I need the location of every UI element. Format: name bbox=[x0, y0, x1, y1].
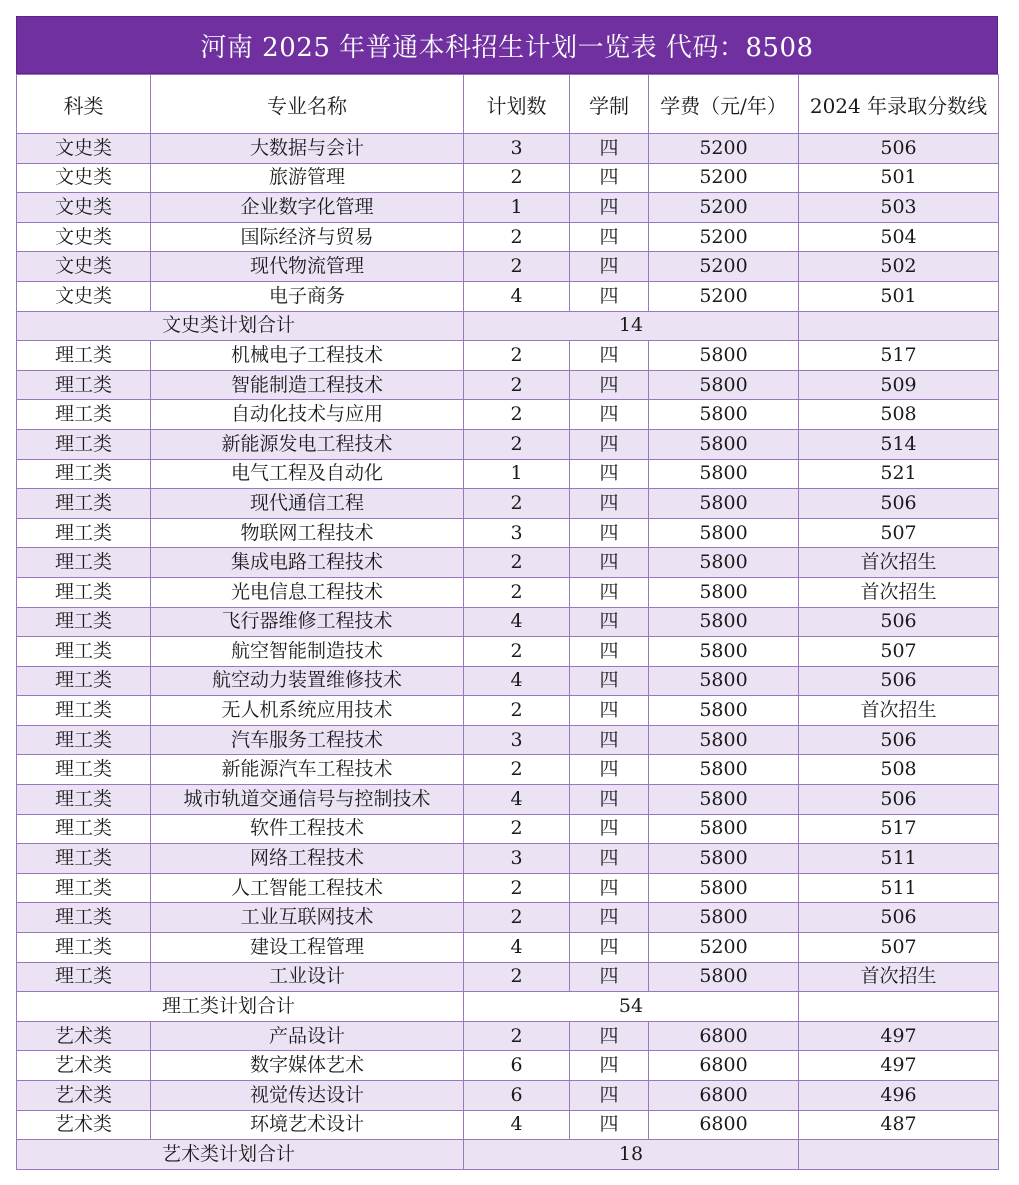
score-cell: 首次招生 bbox=[799, 577, 999, 607]
table-row bbox=[17, 844, 999, 874]
table-row bbox=[17, 903, 999, 933]
score-cell: 487 bbox=[799, 1110, 999, 1140]
duration-cell: 四 bbox=[570, 903, 649, 933]
category-cell: 理工类 bbox=[17, 903, 151, 933]
plan-count-cell: 1 bbox=[464, 459, 570, 489]
category-cell: 理工类 bbox=[17, 755, 151, 785]
major-cell: 电子商务 bbox=[151, 281, 464, 311]
plan-count-cell: 2 bbox=[464, 903, 570, 933]
plan-count-cell: 2 bbox=[464, 429, 570, 459]
category-cell: 理工类 bbox=[17, 429, 151, 459]
duration-cell: 四 bbox=[570, 281, 649, 311]
table-row bbox=[17, 429, 999, 459]
plan-count-cell: 4 bbox=[464, 1110, 570, 1140]
duration-cell: 四 bbox=[570, 814, 649, 844]
duration-cell: 四 bbox=[570, 1051, 649, 1081]
score-cell: 521 bbox=[799, 459, 999, 489]
category-cell: 文史类 bbox=[17, 163, 151, 193]
major-cell: 无人机系统应用技术 bbox=[151, 696, 464, 726]
duration-cell: 四 bbox=[570, 755, 649, 785]
subtotal-count: 14 bbox=[464, 311, 799, 341]
duration-cell: 四 bbox=[570, 489, 649, 519]
plan-count-cell: 2 bbox=[464, 873, 570, 903]
tuition-cell: 5800 bbox=[649, 814, 799, 844]
subtotal-row bbox=[17, 1140, 999, 1170]
major-cell: 机械电子工程技术 bbox=[151, 341, 464, 371]
tuition-cell: 5800 bbox=[649, 341, 799, 371]
table-row bbox=[17, 341, 999, 371]
category-cell: 理工类 bbox=[17, 962, 151, 992]
duration-cell: 四 bbox=[570, 1110, 649, 1140]
category-cell: 理工类 bbox=[17, 814, 151, 844]
major-cell: 航空智能制造技术 bbox=[151, 637, 464, 667]
sheet-title: 河南 2025 年普通本科招生计划一览表 代码：8508 bbox=[16, 16, 998, 74]
table-row bbox=[17, 696, 999, 726]
score-cell: 501 bbox=[799, 281, 999, 311]
score-cell: 506 bbox=[799, 134, 999, 164]
major-cell: 集成电路工程技术 bbox=[151, 548, 464, 578]
plan-count-cell: 2 bbox=[464, 962, 570, 992]
duration-cell: 四 bbox=[570, 518, 649, 548]
tuition-cell: 5800 bbox=[649, 637, 799, 667]
duration-cell: 四 bbox=[570, 1081, 649, 1111]
score-cell: 首次招生 bbox=[799, 548, 999, 578]
table-body bbox=[17, 134, 999, 1170]
table-row bbox=[17, 518, 999, 548]
score-cell: 514 bbox=[799, 429, 999, 459]
category-cell: 理工类 bbox=[17, 785, 151, 815]
major-cell: 飞行器维修工程技术 bbox=[151, 607, 464, 637]
tuition-cell: 5200 bbox=[649, 222, 799, 252]
plan-count-cell: 2 bbox=[464, 341, 570, 371]
plan-count-cell: 2 bbox=[464, 1021, 570, 1051]
duration-cell: 四 bbox=[570, 607, 649, 637]
category-cell: 艺术类 bbox=[17, 1021, 151, 1051]
score-cell: 497 bbox=[799, 1021, 999, 1051]
table-row bbox=[17, 873, 999, 903]
duration-cell: 四 bbox=[570, 637, 649, 667]
table-row bbox=[17, 1081, 999, 1111]
tuition-cell: 5800 bbox=[649, 873, 799, 903]
duration-cell: 四 bbox=[570, 962, 649, 992]
category-cell: 理工类 bbox=[17, 577, 151, 607]
score-cell: 506 bbox=[799, 607, 999, 637]
subtotal-empty-cell bbox=[799, 992, 999, 1022]
tuition-cell: 5800 bbox=[649, 844, 799, 874]
plan-count-cell: 2 bbox=[464, 577, 570, 607]
table-row bbox=[17, 933, 999, 963]
table-row bbox=[17, 1110, 999, 1140]
duration-cell: 四 bbox=[570, 134, 649, 164]
tuition-cell: 6800 bbox=[649, 1021, 799, 1051]
table-row bbox=[17, 370, 999, 400]
score-cell: 首次招生 bbox=[799, 696, 999, 726]
score-cell: 496 bbox=[799, 1081, 999, 1111]
duration-cell: 四 bbox=[570, 163, 649, 193]
plan-count-cell: 1 bbox=[464, 193, 570, 223]
score-cell: 503 bbox=[799, 193, 999, 223]
duration-cell: 四 bbox=[570, 844, 649, 874]
duration-cell: 四 bbox=[570, 252, 649, 282]
table-row bbox=[17, 252, 999, 282]
table-row bbox=[17, 1021, 999, 1051]
category-cell: 文史类 bbox=[17, 281, 151, 311]
table-row bbox=[17, 607, 999, 637]
subtotal-empty-cell bbox=[799, 311, 999, 341]
plan-count-cell: 2 bbox=[464, 400, 570, 430]
enrollment-plan-sheet bbox=[16, 16, 998, 1170]
duration-cell: 四 bbox=[570, 785, 649, 815]
tuition-cell: 5800 bbox=[649, 518, 799, 548]
subtotal-label: 文史类计划合计 bbox=[17, 311, 464, 341]
tuition-cell: 5200 bbox=[649, 134, 799, 164]
score-cell: 首次招生 bbox=[799, 962, 999, 992]
major-cell: 新能源发电工程技术 bbox=[151, 429, 464, 459]
tuition-cell: 5800 bbox=[649, 548, 799, 578]
tuition-cell: 5800 bbox=[649, 725, 799, 755]
subtotal-label: 艺术类计划合计 bbox=[17, 1140, 464, 1170]
major-cell: 大数据与会计 bbox=[151, 134, 464, 164]
table-row bbox=[17, 666, 999, 696]
table-row bbox=[17, 548, 999, 578]
tuition-cell: 5800 bbox=[649, 429, 799, 459]
category-cell: 理工类 bbox=[17, 548, 151, 578]
plan-count-cell: 4 bbox=[464, 281, 570, 311]
major-cell: 智能制造工程技术 bbox=[151, 370, 464, 400]
enrollment-table bbox=[16, 74, 999, 1170]
major-cell: 产品设计 bbox=[151, 1021, 464, 1051]
category-cell: 理工类 bbox=[17, 696, 151, 726]
category-cell: 理工类 bbox=[17, 933, 151, 963]
table-row bbox=[17, 489, 999, 519]
plan-count-cell: 6 bbox=[464, 1081, 570, 1111]
score-cell: 507 bbox=[799, 518, 999, 548]
major-cell: 网络工程技术 bbox=[151, 844, 464, 874]
header-major: 专业名称 bbox=[151, 75, 464, 134]
duration-cell: 四 bbox=[570, 341, 649, 371]
plan-count-cell: 2 bbox=[464, 163, 570, 193]
category-cell: 理工类 bbox=[17, 370, 151, 400]
category-cell: 艺术类 bbox=[17, 1051, 151, 1081]
category-cell: 理工类 bbox=[17, 637, 151, 667]
subtotal-count: 54 bbox=[464, 992, 799, 1022]
plan-count-cell: 4 bbox=[464, 785, 570, 815]
major-cell: 新能源汽车工程技术 bbox=[151, 755, 464, 785]
category-cell: 理工类 bbox=[17, 725, 151, 755]
score-cell: 506 bbox=[799, 666, 999, 696]
major-cell: 建设工程管理 bbox=[151, 933, 464, 963]
header-row bbox=[17, 75, 999, 134]
major-cell: 光电信息工程技术 bbox=[151, 577, 464, 607]
score-cell: 506 bbox=[799, 903, 999, 933]
score-cell: 507 bbox=[799, 637, 999, 667]
tuition-cell: 5800 bbox=[649, 607, 799, 637]
tuition-cell: 5200 bbox=[649, 252, 799, 282]
table-row bbox=[17, 962, 999, 992]
major-cell: 现代物流管理 bbox=[151, 252, 464, 282]
header-plan-count: 计划数 bbox=[464, 75, 570, 134]
tuition-cell: 5200 bbox=[649, 933, 799, 963]
major-cell: 人工智能工程技术 bbox=[151, 873, 464, 903]
major-cell: 航空动力装置维修技术 bbox=[151, 666, 464, 696]
category-cell: 理工类 bbox=[17, 400, 151, 430]
plan-count-cell: 2 bbox=[464, 548, 570, 578]
category-cell: 文史类 bbox=[17, 134, 151, 164]
duration-cell: 四 bbox=[570, 873, 649, 903]
category-cell: 文史类 bbox=[17, 222, 151, 252]
duration-cell: 四 bbox=[570, 459, 649, 489]
tuition-cell: 5800 bbox=[649, 489, 799, 519]
table-row bbox=[17, 755, 999, 785]
tuition-cell: 5200 bbox=[649, 281, 799, 311]
major-cell: 城市轨道交通信号与控制技术 bbox=[151, 785, 464, 815]
score-cell: 509 bbox=[799, 370, 999, 400]
tuition-cell: 5800 bbox=[649, 755, 799, 785]
tuition-cell: 5800 bbox=[649, 400, 799, 430]
score-cell: 517 bbox=[799, 341, 999, 371]
tuition-cell: 5800 bbox=[649, 666, 799, 696]
category-cell: 理工类 bbox=[17, 518, 151, 548]
duration-cell: 四 bbox=[570, 725, 649, 755]
major-cell: 物联网工程技术 bbox=[151, 518, 464, 548]
tuition-cell: 5800 bbox=[649, 903, 799, 933]
tuition-cell: 5800 bbox=[649, 696, 799, 726]
duration-cell: 四 bbox=[570, 1021, 649, 1051]
tuition-cell: 5800 bbox=[649, 962, 799, 992]
plan-count-cell: 2 bbox=[464, 814, 570, 844]
tuition-cell: 6800 bbox=[649, 1081, 799, 1111]
major-cell: 电气工程及自动化 bbox=[151, 459, 464, 489]
category-cell: 理工类 bbox=[17, 873, 151, 903]
tuition-cell: 6800 bbox=[649, 1051, 799, 1081]
table-row bbox=[17, 1051, 999, 1081]
duration-cell: 四 bbox=[570, 933, 649, 963]
table-row bbox=[17, 637, 999, 667]
table-row bbox=[17, 281, 999, 311]
score-cell: 506 bbox=[799, 725, 999, 755]
duration-cell: 四 bbox=[570, 193, 649, 223]
plan-count-cell: 4 bbox=[464, 933, 570, 963]
header-2024-score: 2024 年录取分数线 bbox=[799, 75, 999, 134]
category-cell: 理工类 bbox=[17, 607, 151, 637]
plan-count-cell: 3 bbox=[464, 518, 570, 548]
plan-count-cell: 2 bbox=[464, 222, 570, 252]
category-cell: 理工类 bbox=[17, 844, 151, 874]
plan-count-cell: 2 bbox=[464, 252, 570, 282]
score-cell: 506 bbox=[799, 785, 999, 815]
duration-cell: 四 bbox=[570, 222, 649, 252]
table-row bbox=[17, 193, 999, 223]
table-row bbox=[17, 785, 999, 815]
duration-cell: 四 bbox=[570, 429, 649, 459]
table-row bbox=[17, 577, 999, 607]
tuition-cell: 5800 bbox=[649, 370, 799, 400]
tuition-cell: 5800 bbox=[649, 577, 799, 607]
tuition-cell: 5800 bbox=[649, 785, 799, 815]
plan-count-cell: 2 bbox=[464, 696, 570, 726]
duration-cell: 四 bbox=[570, 577, 649, 607]
major-cell: 软件工程技术 bbox=[151, 814, 464, 844]
header-category: 科类 bbox=[17, 75, 151, 134]
major-cell: 视觉传达设计 bbox=[151, 1081, 464, 1111]
table-row bbox=[17, 400, 999, 430]
plan-count-cell: 6 bbox=[464, 1051, 570, 1081]
major-cell: 现代通信工程 bbox=[151, 489, 464, 519]
header-duration: 学制 bbox=[570, 75, 649, 134]
major-cell: 工业设计 bbox=[151, 962, 464, 992]
major-cell: 旅游管理 bbox=[151, 163, 464, 193]
major-cell: 环境艺术设计 bbox=[151, 1110, 464, 1140]
duration-cell: 四 bbox=[570, 370, 649, 400]
major-cell: 国际经济与贸易 bbox=[151, 222, 464, 252]
score-cell: 508 bbox=[799, 755, 999, 785]
score-cell: 504 bbox=[799, 222, 999, 252]
score-cell: 502 bbox=[799, 252, 999, 282]
table-row bbox=[17, 222, 999, 252]
plan-count-cell: 3 bbox=[464, 725, 570, 755]
major-cell: 数字媒体艺术 bbox=[151, 1051, 464, 1081]
header-tuition: 学费（元/年） bbox=[649, 75, 799, 134]
category-cell: 文史类 bbox=[17, 193, 151, 223]
major-cell: 工业互联网技术 bbox=[151, 903, 464, 933]
major-cell: 企业数字化管理 bbox=[151, 193, 464, 223]
plan-count-cell: 3 bbox=[464, 844, 570, 874]
score-cell: 511 bbox=[799, 844, 999, 874]
table-row bbox=[17, 163, 999, 193]
table-row bbox=[17, 459, 999, 489]
category-cell: 文史类 bbox=[17, 252, 151, 282]
category-cell: 理工类 bbox=[17, 459, 151, 489]
plan-count-cell: 2 bbox=[464, 489, 570, 519]
category-cell: 理工类 bbox=[17, 666, 151, 696]
plan-count-cell: 3 bbox=[464, 134, 570, 164]
duration-cell: 四 bbox=[570, 548, 649, 578]
plan-count-cell: 2 bbox=[464, 370, 570, 400]
plan-count-cell: 4 bbox=[464, 666, 570, 696]
score-cell: 511 bbox=[799, 873, 999, 903]
major-cell: 汽车服务工程技术 bbox=[151, 725, 464, 755]
category-cell: 理工类 bbox=[17, 489, 151, 519]
subtotal-row bbox=[17, 311, 999, 341]
duration-cell: 四 bbox=[570, 666, 649, 696]
score-cell: 501 bbox=[799, 163, 999, 193]
plan-count-cell: 2 bbox=[464, 637, 570, 667]
category-cell: 理工类 bbox=[17, 341, 151, 371]
tuition-cell: 5200 bbox=[649, 163, 799, 193]
tuition-cell: 5200 bbox=[649, 193, 799, 223]
score-cell: 508 bbox=[799, 400, 999, 430]
score-cell: 507 bbox=[799, 933, 999, 963]
major-cell: 自动化技术与应用 bbox=[151, 400, 464, 430]
plan-count-cell: 4 bbox=[464, 607, 570, 637]
table-row bbox=[17, 725, 999, 755]
tuition-cell: 6800 bbox=[649, 1110, 799, 1140]
subtotal-count: 18 bbox=[464, 1140, 799, 1170]
duration-cell: 四 bbox=[570, 400, 649, 430]
category-cell: 艺术类 bbox=[17, 1081, 151, 1111]
score-cell: 506 bbox=[799, 489, 999, 519]
subtotal-empty-cell bbox=[799, 1140, 999, 1170]
table-row bbox=[17, 814, 999, 844]
category-cell: 艺术类 bbox=[17, 1110, 151, 1140]
duration-cell: 四 bbox=[570, 696, 649, 726]
subtotal-label: 理工类计划合计 bbox=[17, 992, 464, 1022]
score-cell: 517 bbox=[799, 814, 999, 844]
subtotal-row bbox=[17, 992, 999, 1022]
tuition-cell: 5800 bbox=[649, 459, 799, 489]
plan-count-cell: 2 bbox=[464, 755, 570, 785]
score-cell: 497 bbox=[799, 1051, 999, 1081]
table-row bbox=[17, 134, 999, 164]
